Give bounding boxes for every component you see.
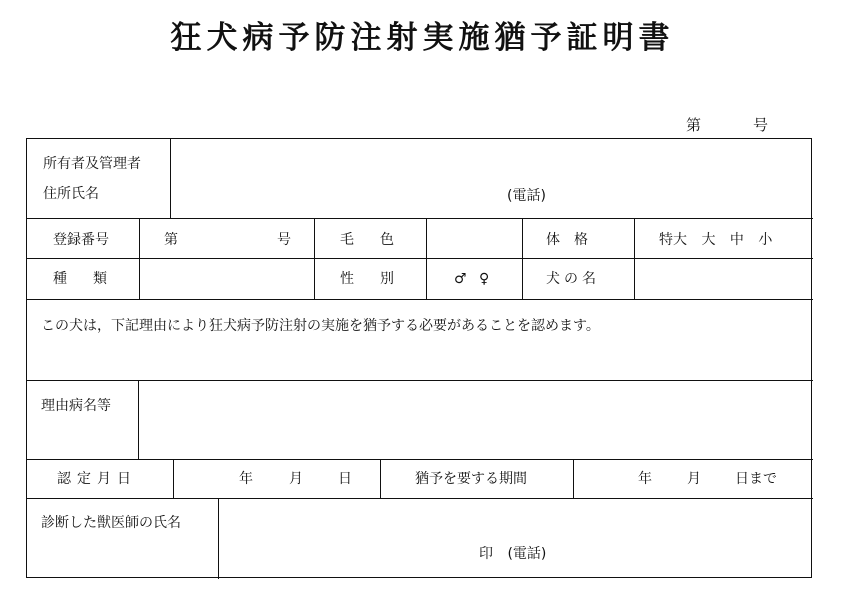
page-title: 狂犬病予防注射実施猶予証明書 xyxy=(170,20,675,56)
column-divider xyxy=(380,459,381,498)
column-divider xyxy=(426,218,427,299)
breed-label: 種類 xyxy=(53,271,133,287)
row-divider xyxy=(27,380,813,381)
column-divider xyxy=(139,218,140,299)
veterinarian-seal-phone: 印 (電話) xyxy=(479,546,547,562)
owner-label-line2: 住所氏名 xyxy=(43,186,99,202)
row-divider xyxy=(27,258,813,259)
body-size-options: 特大 大 中 小 xyxy=(659,232,773,248)
certification-month: 月 xyxy=(289,471,303,487)
registration-number-label: 登録番号 xyxy=(53,232,109,248)
dog-name-label: 犬の名 xyxy=(546,271,600,287)
registration-number-prefix: 第 xyxy=(164,232,178,248)
veterinarian-name-label: 診断した獣医師の氏名 xyxy=(41,515,181,531)
column-divider xyxy=(173,459,174,498)
owner-label-line1: 所有者及管理者 xyxy=(43,156,141,172)
certification-year: 年 xyxy=(239,471,253,487)
column-divider xyxy=(170,139,171,218)
owner-phone-label: (電話) xyxy=(507,188,546,204)
certification-date-label: 認定月日 xyxy=(57,471,137,487)
registration-number-suffix: 号 xyxy=(277,232,291,248)
column-divider xyxy=(314,218,315,299)
deferral-period-month: 月 xyxy=(687,471,701,487)
column-divider xyxy=(634,218,635,299)
row-divider xyxy=(27,218,813,219)
document-number-field: 第号 xyxy=(686,116,821,134)
certificate-form xyxy=(26,138,812,578)
sex-options: ♂ ♀ xyxy=(454,271,490,287)
reason-label: 理由病名等 xyxy=(41,398,111,414)
sex-label: 性別 xyxy=(340,271,420,287)
row-divider xyxy=(27,498,813,499)
deferral-period-year: 年 xyxy=(638,471,652,487)
certification-day: 日 xyxy=(338,471,352,487)
coat-color-label: 毛色 xyxy=(340,232,420,248)
column-divider xyxy=(218,498,219,579)
row-divider xyxy=(27,459,813,460)
body-size-label: 体格 xyxy=(546,232,602,248)
column-divider xyxy=(138,380,139,459)
column-divider xyxy=(573,459,574,498)
column-divider xyxy=(522,218,523,299)
row-divider xyxy=(27,299,813,300)
deferral-period-until: 日まで xyxy=(735,471,777,487)
deferral-period-label: 猶予を要する期間 xyxy=(415,471,527,487)
deferral-statement: この犬は，下記理由により狂犬病予防注射の実施を猶予する必要があることを認めます。 xyxy=(41,318,600,334)
